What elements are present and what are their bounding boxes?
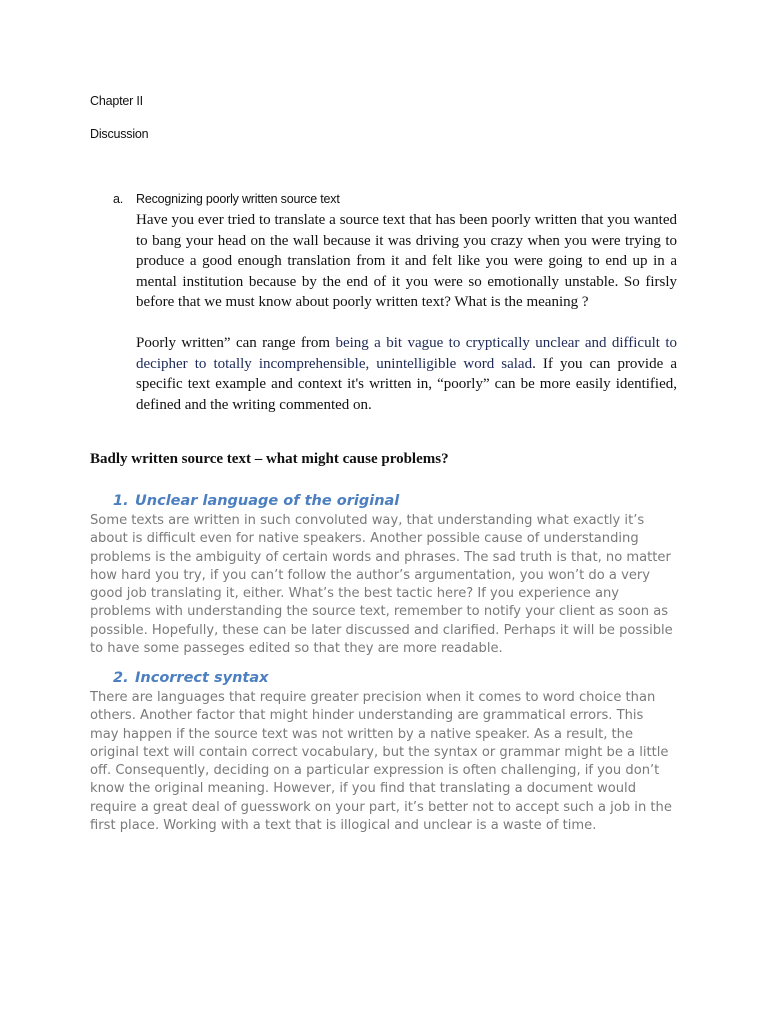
body-line: about is difficult even for native speakers. Another possible cause of understanding (90, 531, 639, 547)
section-a-title: Recognizing poorly written source text (136, 192, 340, 206)
chapter-label: Chapter II (90, 94, 143, 108)
discussion-label: Discussion (90, 127, 149, 141)
body-line: There are languages that require greater precision when it comes to word choice than (90, 690, 656, 705)
item-2-heading (113, 670, 268, 686)
item-1-body (90, 512, 680, 658)
body-line: know the original meaning. However, if you find that translating a document would (90, 781, 637, 797)
paragraph-2-tail: . If you can provide a specific text example and context it's written in, “poorly” can be more easily identified, defined and the writing commented on. (136, 355, 677, 413)
body-line: off. Consequently, deciding on a particular expression is often challenging, if you don’t (90, 763, 660, 778)
item-2-body (90, 689, 680, 835)
body-line: require a great deal of guesswork on your part, it’s better not to accept such a job in the (90, 799, 672, 815)
item-2-title: Incorrect syntax (135, 670, 269, 686)
problems-heading: Badly written source text – what might cause problems? (90, 451, 449, 467)
item-1-title: Unclear language of the original (135, 493, 400, 509)
section-a-paragraph-2 (136, 333, 677, 415)
body-line: problems is the ambiguity of certain words and phrases. The sad truth is that, no matter (90, 549, 671, 565)
item-1-number: 1. (113, 493, 129, 509)
body-line: first place. Working with a text that is illogical and unclear is a waste of time. (90, 817, 597, 833)
body-line: how hard you try, if you can’t follow the author’s argumentation, you won’t do a very (90, 567, 651, 583)
body-line: good job translating it, either. What’s the best tactic here? If you experience any (90, 586, 620, 601)
body-line: original text will contain correct vocabulary, but the syntax or grammar might be a little (90, 744, 669, 760)
item-2-number: 2. (113, 670, 129, 686)
body-line: possible. Hopefully, these can be later discussed and clarified. Perhaps it will be possible (90, 622, 673, 638)
body-line: problems with understanding the source text, remember to notify your client as soon as (90, 604, 669, 620)
body-line: may happen if the source text was not written by a native speaker. As a result, the (90, 726, 634, 742)
item-1-heading (113, 493, 399, 509)
body-line: Some texts are written in such convoluted way, that understanding what exactly it’s (90, 513, 645, 528)
section-a-paragraph-1: Have you ever tried to translate a source text that has been poorly written that you wanted to bang your head on the wall because it was driving you crazy when you were trying to produce a good enough translation from it and felt like you were going to end up in a mental institution because by the end of it you were so emotionally unstable. So firsly before that we must know about poorly written text? What is the meaning ? (136, 212, 677, 311)
body-line: to have some passeges edited so that they are more readable. (90, 640, 503, 656)
body-line: others. Another factor that might hinder understanding are grammatical errors. This (90, 708, 644, 724)
section-a-marker: a. (113, 192, 124, 206)
paragraph-2-highlight: being a bit vague to cryptically unclear and difficult to decipher to totally incomprehensible, unintelligible word salad (136, 335, 677, 372)
paragraph-2-lead: Poorly written” can range from (136, 335, 336, 351)
